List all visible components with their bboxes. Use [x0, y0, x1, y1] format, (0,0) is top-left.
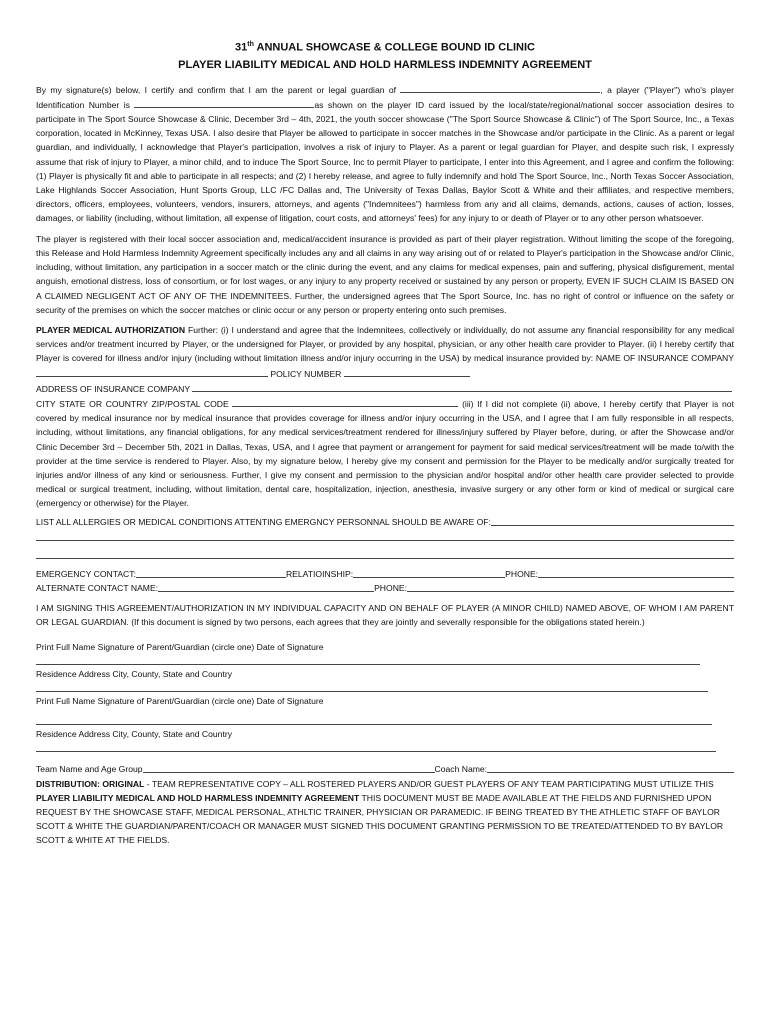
signature-caption-1: Print Full Name Signature of Parent/Guardian (circle one) Date of Signature — [36, 641, 324, 652]
signature-line-2[interactable] — [36, 714, 712, 725]
intro-paragraph: By my signature(s) below, I certify and confirm that I am the parent or legal guardian of , a player ("Player") who's player Identification Number is as shown on the player ID card issued by the local/state/regional/national soccer association desires to participate in The Sport Source Showcase & Clinic, December 3rd – 4th, 2021, the youth soccer showcase ("The Sport Source Showcase & Clinic") of The Sport Source, Inc., a Texas corporation, located in McKinney, Texas USA. I also desire that Player be allowed to participate in soccer matches in the Showcase and/or participate in the Clinic. As a parent or legal guardian, and individually, I acknowledge that Player's participation, involves a risk of injury to Player. As a parent or legal guardian for Player, and despite such risk, I expressly assume that risk of injury to Player, a minor child, and to induce The Sport Source, Inc to permit Player to participate, I enter into this Agreement, and I agree and confirm the following: (1) Player is physically fit and able to participate in all respects; and (2) I hereby release, and agree to fully indemnify and hold The Sport Source, Inc., North Texas Soccer Association, Lake Highlands Soccer Association, Hunt Sports Group, LLC /FC Dallas and, The University of Texas Dallas, Baylor Scott & White and their affiliates, and respective members, directors, officers, employees, volunteers, vendors, insurers, attorneys, and agents ("Indemnitees") harmless from any and all claims, demands, actions, causes of action, losses, damages, or liability (including, without limitation, all expense of litigation, court costs, and attorneys' fees) for any injury to or death of Player or to any other person whatsoever. — [36, 82, 734, 226]
relationship-field[interactable] — [353, 567, 505, 578]
form-title — [36, 36, 734, 74]
allergies-field-line-3[interactable] — [36, 547, 734, 559]
emergency-phone-field[interactable] — [538, 567, 734, 578]
residence-caption-1: Residence Address City, County, State and Country — [36, 668, 233, 679]
player-name-field[interactable] — [400, 82, 600, 93]
insurance-paragraph: The player is registered with their local soccer association and, medical/accident insurance is provided as part of their player registration. Without limiting the scope of the foregoing, this Release and Hold Harmless Indemnity Agreement specifically includes any and all claims in any way arising out of or related to Player's participation in the Showcase and/or Clinic, including, without limitation, any participation in a soccer match or the clinic during the event, and any claims for medical expenses, pain and suffering, physical disfigurement, mental anguish, emotional distress, loss of consortium, or for lost wages, or any injury to any property received or sustained by any person or property, EVEN IF SUCH CLAIM IS BASED ON A CLAIMED NEGLIGENT ACT OF ANY OF THE INDEMNITEES. Further, the undersigned agrees that The Sport Source, Inc. has no right of control or influence on the safety or security of the premises on which the soccer matches or clinic occur or any person or property entering onto such premises. — [36, 233, 734, 315]
coach-name-field[interactable] — [487, 762, 734, 773]
medical-authorization-heading: PLAYER MEDICAL AUTHORIZATION — [36, 324, 186, 335]
residence-caption-2: Residence Address City, County, State and Country — [36, 729, 233, 740]
player-id-field[interactable] — [134, 97, 314, 108]
distribution-heading: DISTRIBUTION: ORIGINAL — [36, 778, 145, 789]
agreement-form — [36, 36, 734, 848]
emergency-contact-row: EMERGENCY CONTACT: RELATIOINSHIP: PHONE: — [36, 567, 734, 581]
allergies-row: LIST ALL ALLERGIES OR MEDICAL CONDITIONS ATTENTING EMERGNCY PERSONNAL SHOULD BE AWARE OF: — [36, 515, 734, 529]
team-row: Team Name and Age Group Coach Name: — [36, 762, 734, 776]
city-state-zip-field[interactable] — [232, 396, 458, 407]
allergies-field-line-2[interactable] — [36, 529, 734, 541]
medical-authorization-paragraph: PLAYER MEDICAL AUTHORIZATION Further: (i) I understand and agree that the Indemnitees, collectively or individually, do not assume any financial responsibility for any medical services and/or treatment incurred by Player, or the undersigned for Player, or provided by any hospital, physician, or any other health care provider to Player. (ii) I hereby certify that Player is covered for illness and/or injury (including without limitation illness and/or injury occurring in the USA) by medical insurance provided by: NAME OF INSURANCE COMPANY POLICY NUMBER ADDRESS OF INSURANCE COMPANY CITY STATE OR COUNTRY ZIP/POSTAL CODE (iii) If I did not complete (ii) above, I hereby certify that Player is not covered by medical insurance nor by medical insurance that provides coverage for illness and/or injury occurring in the USA, and I agree that I am fully responsible in all respects, including, without limitations, any financial obligations, for any medical services/treatment rendered for illness/injury suffered by Player before, during, or after the Showcase and/or Clinic December 3rd – December 5th, 2021 in Dallas, Texas, USA, and I agree that payment or arrangement for payment for said medical services/treatment will be made to/with the provider at the time service is rendered to Player. Also, by my signature below, I hereby give my consent and permission for the Player to be medically and/or surgically treated for injuries and/or illness of any kind or seriousness. Further, I give my consent and permission to the physician and/or hospital and/or other health care provider selected to provide medical or surgical treatment, including, without limitation, dental care, hospitalization, injection, anesthesia, invasive surgery or any other form or kind of medical or surgical care (emergency or otherwise) for the Player. — [36, 324, 735, 509]
signature-caption-2: Print Full Name Signature of Parent/Guardian (circle one) Date of Signature — [36, 695, 324, 706]
alternate-contact-row: ALTERNATE CONTACT NAME: PHONE: — [36, 581, 734, 595]
insurance-company-field[interactable] — [36, 366, 268, 377]
title-line-2: PLAYER LIABILITY MEDICAL AND HOLD HARMLESS INDEMNITY AGREEMENT — [178, 58, 592, 71]
emergency-contact-field[interactable] — [136, 567, 286, 578]
policy-number-field[interactable] — [344, 366, 470, 377]
residence-line-2[interactable] — [36, 741, 716, 752]
residence-line-1[interactable] — [36, 681, 708, 692]
signature-line-1[interactable] — [36, 654, 700, 665]
title-line-1: 31th ANNUAL SHOWCASE & COLLEGE BOUND ID CLINIC — [235, 41, 535, 54]
insurance-address-field[interactable] — [192, 381, 732, 392]
alternate-contact-field[interactable] — [158, 581, 374, 592]
alternate-phone-field[interactable] — [407, 581, 734, 592]
allergies-field[interactable] — [491, 515, 734, 526]
signing-paragraph: I AM SIGNING THIS AGREEMENT/AUTHORIZATION IN MY INDIVIDUAL CAPACITY AND ON BEHALF OF PLAYER (A MINOR CHILD) NAMED ABOVE, OF WHOM I AM PARENT OR LEGAL GUARDIAN. (If this document is signed by two persons, each agrees that they are jointly and severally responsible for the obligations stated herein.) — [36, 603, 734, 628]
distribution-paragraph: DISTRIBUTION: ORIGINAL - TEAM REPRESENTATIVE COPY – ALL ROSTERED PLAYERS AND/OR GUEST PLAYERS OF ANY TEAM PARTICIPATING MUST UTILIZE THIS PLAYER LIABILITY MEDICAL AND HOLD HARMLESS INDEMNITY AGREEMENT THIS DOCUMENT MUST BE MADE AVAILABLE AT THE FIELDS AND FURNISHED UPON REQUEST BY THE SHOWCASE STAFF, MEDICAL PERSONAL, ATHLTIC TRAINER, PHYSICIAN OR PARAMEDIC. IF BEING TREATED BY THE ATHLETIC STAFF OF BAYLOR SCOTT & WHITE THE GUARDIAN/PARENT/COACH OR MANAGER MUST SIGNED THIS DOCUMENT GRANTING PERMISSION TO BE TREATED/ATTENDED TO BY BAYLOR SCOTT & WHITE AT THE FIELDS. — [36, 778, 724, 846]
team-name-field[interactable] — [143, 762, 435, 773]
